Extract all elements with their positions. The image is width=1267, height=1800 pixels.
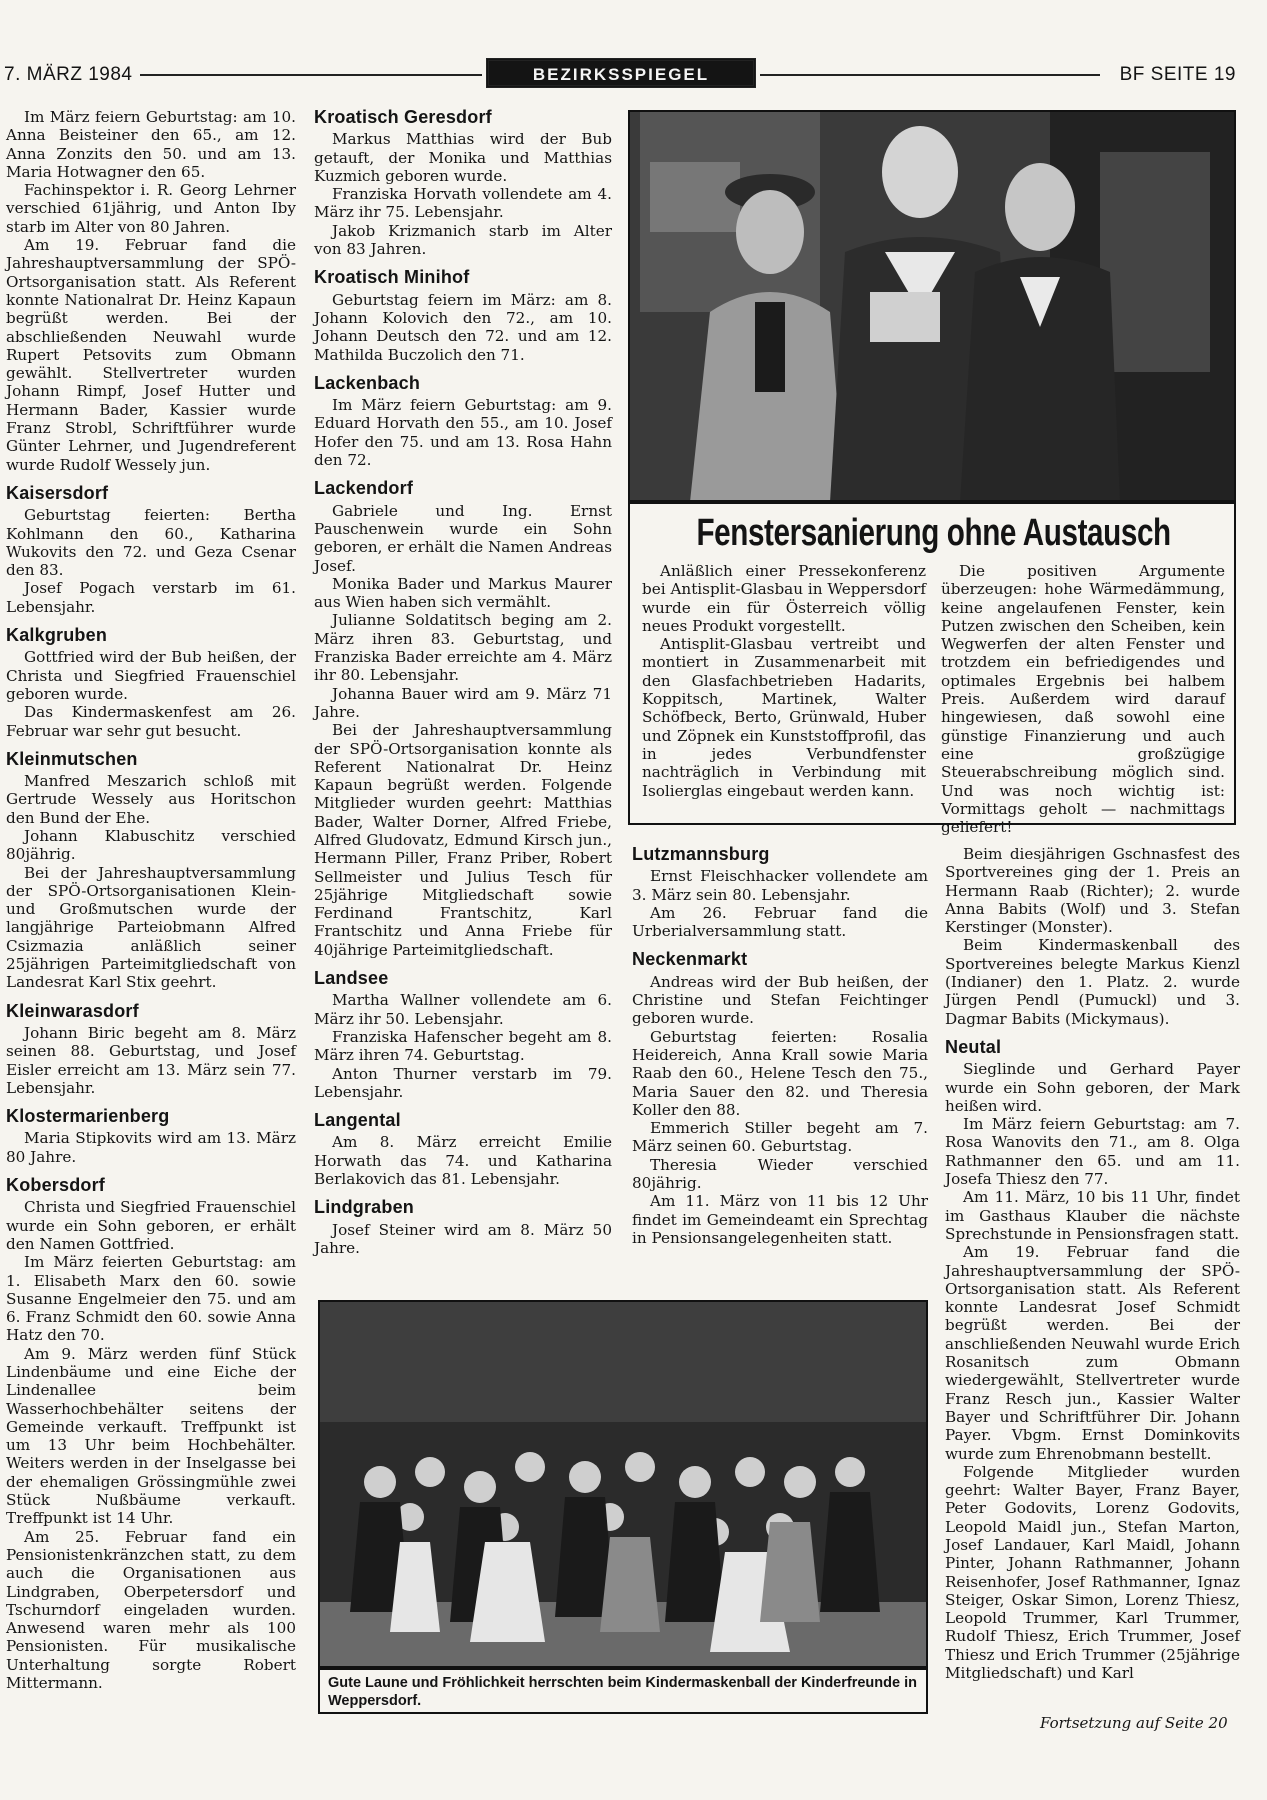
article-paragraph: Geburtstag feiern im März: am 8. Johann Kolovich den 72., am 10. Johann Deutsch den 72. und am 12. Mathilda Buczolich den 71. — [314, 290, 612, 364]
section-heading-lutzmannsburg: Lutzmannsburg — [632, 844, 770, 864]
article-paragraph: Geburtstag feierten: Bertha Kohlmann den 60., Katharina Wukovits den 72. und Geza Csenar den 83. — [6, 506, 296, 580]
article-paragraph: Anton Thurner verstarb im 79. Lebensjahr. — [314, 1064, 612, 1101]
article-paragraph: Am 9. März werden fünf Stück Lindenbäume und eine Eiche der Lindenallee beim Wasserhochbehälter seitens der Gemeinde verkauft. Treffpunkt ist um 13 Uhr beim Hochbehälter. Weiters werden in der Inselgasse bei der ehemaligen Grössingmühle zwei Stück Nußbäume verkauft. Treffpunkt ist 14 Uhr. — [6, 1344, 296, 1528]
section-heading-klostermarienberg: Klostermarienberg — [6, 1106, 170, 1127]
article-paragraph: Beim diesjährigen Gschnasfest des Sportvereines ging der 1. Preis an Hermann Raab (Richter); 2. wurde Anna Babits (Wolf) und 3. Stefan Kerstinger (Monster). — [945, 845, 1240, 937]
header-date: 7. MÄRZ 1984 — [4, 64, 133, 85]
section-heading-kalkgruben: Kalkgruben — [6, 625, 108, 646]
section-heading-neckenmarkt: Neckenmarkt — [632, 949, 748, 970]
feature-column-left — [642, 562, 926, 800]
section-heading-kaisersdorf: Kaisersdorf — [6, 482, 109, 503]
article-paragraph: Christa und Siegfried Frauenschiel wurde ein Sohn geboren, er erhält den Namen Gottfried. — [6, 1198, 296, 1253]
article-paragraph: Fachinspektor i. R. Georg Lehrner verschied 61jährig, und Anton Iby starb im Alter von 80 Jahren. — [6, 181, 296, 236]
article-paragraph: Am 26. Februar fand die Urberialversammlung statt. — [632, 903, 928, 941]
article-paragraph: Am 19. Februar fand die Jahreshauptversammlung der SPÖ-Ortsorganisation statt. Als Referent konnte Landesrat Josef Schmidt begrüßt werden. Bei der anschließenden Neuwahl wurde Erich Rosanitsch zum Obmann wiedergewählt, Stellvertreter wurde Franz Resch jun., Kassier Walter Bayer und Schriftführer Dir. Johann Payer. Vbgm. Ernst Dominkovits wurde zum Ehrenobmann bestellt. — [945, 1243, 1240, 1463]
feature-article-box — [628, 502, 1236, 837]
section-heading-langental: Langental — [314, 1110, 401, 1131]
article-paragraph: Gottfried wird der Bub heißen, der Christa und Siegfried Frauenschiel geboren wurde. — [6, 648, 296, 703]
section-heading-kroatisch-minihof: Kroatisch Minihof — [314, 267, 470, 288]
article-paragraph: Johanna Bauer wird am 9. März 71 Jahre. — [314, 684, 612, 721]
header-rule-right — [760, 74, 1100, 76]
photo-caption: Gute Laune und Fröhlichkeit herrschten beim Kindermaskenball der Kinderfreunde in Weppersdorf. — [328, 1675, 917, 1709]
section-heading-lackenbach: Lackenbach — [314, 372, 421, 393]
article-paragraph: Jakob Krizmanich starb im Alter von 83 Jahren. — [314, 221, 612, 259]
article-paragraph: Am 11. März, 10 bis 11 Uhr, findet im Gasthaus Klauber die nächste Sprechstunde in Pensionsfragen statt. — [945, 1188, 1240, 1243]
article-paragraph: Ernst Fleischhacker vollendete am 3. März sein 80. Lebensjahr. — [632, 867, 928, 904]
column-2 — [314, 108, 612, 1257]
article-paragraph: Anläßlich einer Pressekonferenz bei Antisplit-Glasbau in Weppersdorf wurde ein für Österreich völlig neues Produkt vorgestellt. — [642, 562, 926, 635]
article-paragraph: Maria Stipkovits wird am 13. März 80 Jahre. — [6, 1129, 296, 1166]
article-paragraph: Martha Wallner vollendete am 6. März ihr 50. Lebensjahr. — [314, 991, 612, 1028]
article-paragraph: Im März feiern Geburtstag: am 9. Eduard Horvath den 55., am 10. Josef Hofer den 75. und am 13. Rosa Hahn den 72. — [314, 396, 612, 470]
column-4 — [945, 845, 1240, 1682]
section-heading-landsee: Landsee — [314, 968, 389, 989]
article-paragraph: Am 8. März erreicht Emilie Horwath das 74. und Katharina Berlakovich das 81. Lebensjahr. — [314, 1133, 612, 1189]
article-paragraph: Franziska Horvath vollendete am 4. März ihr 75. Lebensjahr. — [314, 185, 612, 222]
article-paragraph: Die positiven Argumente überzeugen: hohe Wärmedämmung, keine angelaufenen Fenster, kein Putzen zwischen den Scheiben, kein Wegwerfen der alten Fenster und trotzdem ein befriedigendes und optimales Ergebnis bei halbem Preis. Außerdem wird darauf hingewiesen, daß sowohl eine günstige Finanzierung und auch eine großzügige Steuerabschreibung möglich sind. Und was noch wichtig ist: Vormittags geholt — nachmittags geliefert! — [941, 562, 1225, 837]
article-paragraph: Am 25. Februar fand ein Pensionistenkränzchen statt, zu dem auch die Organisationen aus Lindgraben, Oberpetersdorf und Tschurndorf eingeladen wurden. Anwesend waren mehr als 100 Pensionisten. Für musikalische Unterhaltung sorgte Robert Mittermann. — [6, 1527, 296, 1693]
article-paragraph: Am 19. Februar fand die Jahreshauptversammlung der SPÖ-Ortsorganisation statt. Als Referent konnte Nationalrat Dr. Heinz Kapaun begrüßt werden. Bei der abschließenden Neuwahl wurde Rupert Petsovits zum Obmann gewählt. Stellvertreter wurden Johann Rimpf, Josef Hutter und Hermann Bader, Kassier wurde Franz Strobl, Schriftführer wurde Günter Lehrner, und Jugendreferent wurde Rudolf Wessely jun. — [6, 236, 296, 474]
article-paragraph: Das Kindermaskenfest am 26. Februar war sehr gut besucht. — [6, 703, 296, 740]
article-paragraph: Johann Biric begeht am 8. März seinen 88. Geburtstag, und Josef Eisler erreicht am 13. März sein 77. Lebensjahr. — [6, 1023, 296, 1097]
page-header — [0, 60, 1240, 90]
article-paragraph: Julianne Soldatitsch beging am 2. März ihren 83. Geburtstag, und Franziska Bader erreichte am 4. März ihr 80. Lebensjahr. — [314, 611, 612, 685]
header-page-number: BF SEITE 19 — [1119, 64, 1236, 85]
article-paragraph: Emmerich Stiller begeht am 7. März seinen 60. Geburtstag. — [632, 1119, 928, 1156]
article-paragraph: Markus Matthias wird der Bub getauft, der Monika und Matthias Kuzmich geboren wurde. — [314, 130, 612, 185]
article-paragraph: Josef Steiner wird am 8. März 50 Jahre. — [314, 1220, 612, 1257]
article-paragraph: Bei der Jahreshauptversammlung der SPÖ-Ortsorganisationen Klein- und Großmutschen wurde der langjährige Parteiobmann Alfred Csizmazia anläßlich seiner 25jährigen Parteimitgliedschaft von Landesrat Karl Stix geehrt. — [6, 863, 296, 992]
photo-three-men-image — [630, 112, 1234, 500]
article-paragraph: Gabriele und Ing. Ernst Pauschenwein wurde ein Sohn geboren, er erhält die Namen Andreas Josef. — [314, 501, 612, 575]
section-heading-kroatisch-geresdorf: Kroatisch Geresdorf — [314, 107, 492, 127]
feature-column-right — [941, 562, 1225, 836]
article-paragraph: Monika Bader und Markus Maurer aus Wien haben sich vermählt. — [314, 574, 612, 612]
feature-headline: Fenstersanierung ohne Austausch — [696, 512, 1171, 554]
article-paragraph: Franziska Hafenscher begeht am 8. März ihren 74. Geburtstag. — [314, 1027, 612, 1065]
article-paragraph: Manfred Meszarich schloß mit Gertrude Wessely aus Horitschon den Bund der Ehe. — [6, 772, 296, 827]
section-heading-kobersdorf: Kobersdorf — [6, 1175, 106, 1196]
section-heading-kleinwarasdorf: Kleinwarasdorf — [6, 1000, 139, 1021]
continuation-note: Fortsetzung auf Seite 20 — [1040, 1714, 1228, 1732]
article-paragraph: Antisplit-Glasbau vertreibt und montiert in Zusammenarbeit mit den Glasfachbetrieben Hadarits, Koppitsch, Martinek, Walter Schöfbeck, Berto, Grünwald, Huber und Zöpnek ein Kunststoffprofil, das in jedes Verbundfenster nachträglich in Verbindung mit Isolierglas eingebaut werden kann. — [642, 635, 926, 800]
article-paragraph: Im März feierten Geburtstag: am 1. Elisabeth Marx den 60. sowie Susanne Engelmeier den 75. und am 6. Franz Schmidt den 60. sowie Anna Hatz den 70. — [6, 1253, 296, 1345]
article-paragraph: Beim Kindermaskenball des Sportvereines belegte Markus Kienzl (Indianer) den 1. Platz. 2. wurde Jürgen Pendl (Pumuckl) und 3. Dagmar Babits (Mickymaus). — [945, 936, 1240, 1028]
article-paragraph: Folgende Mitglieder wurden geehrt: Walter Bayer, Franz Bayer, Peter Godovits, Lorenz Godovits, Leopold Maidl jun., Stefan Marton, Josef Landauer, Karl Maidl, Johann Pinter, Johann Rathmanner, Johann Reisenhofer, Josef Rathmanner, Ignaz Steiger, Oskar Simon, Lorenz Thiesz, Leopold Trummer, Karl Trummer, Rudolf Thiesz, Erich Trummer, Josef Thiesz und Erich Trummer (25jährige Mitgliedschaft) und Karl — [945, 1462, 1240, 1683]
article-paragraph: Josef Pogach verstarb im 61. Lebensjahr. — [6, 579, 296, 616]
section-heading-kleinmutschen: Kleinmutschen — [6, 748, 138, 769]
column-3 — [632, 845, 928, 1247]
article-paragraph: Sieglinde und Gerhard Payer wurde ein Sohn geboren, der Mark heißen wird. — [945, 1060, 1240, 1115]
column-1 — [6, 108, 296, 1692]
photo-children-image — [320, 1302, 926, 1666]
photo-press-conference — [628, 110, 1236, 502]
header-section-badge: BEZIRKSSPIEGEL — [486, 58, 756, 88]
article-paragraph: Johann Klabuschitz verschied 80jährig. — [6, 826, 296, 864]
article-paragraph: Im März feiern Geburtstag: am 7. Rosa Wanovits den 71., am 8. Olga Rathmanner den 65. und am 11. Josefa Thiesz den 77. — [945, 1115, 1240, 1189]
article-paragraph: Bei der Jahreshauptversammlung der SPÖ-Ortsorganisation konnte als Referent Nationalrat Dr. Heinz Kapaun begrüßt werden. Folgende Mitglieder wurden geehrt: Matthias Bader, Walter Dorner, Alfred Friebe, Alfred Gludovatz, Edmund Kirsch jun., Hermann Piller, Franz Priber, Robert Sellmeister und Julius Tesch für 25jährige Mitgliedschaft sowie Ferdinand Frantschitz, Karl Frantschitz und Anna Friebe für 40jährige Parteimitgliedschaft. — [314, 721, 612, 959]
header-rule-left — [140, 74, 482, 76]
article-paragraph: Andreas wird der Bub heißen, der Christine und Stefan Feichtinger geboren wurde. — [632, 972, 928, 1028]
section-heading-lackendorf: Lackendorf — [314, 478, 414, 499]
article-paragraph: Geburtstag feierten: Rosalia Heidereich, Anna Krall sowie Maria Raab den 60., Helene Tesch den 75., Maria Sauer den 82. und Theresia Koller den 88. — [632, 1027, 928, 1119]
photo-caption-box — [318, 1668, 928, 1714]
section-heading-lindgraben: Lindgraben — [314, 1197, 414, 1218]
article-paragraph: Theresia Wieder verschied 80jährig. — [632, 1155, 928, 1193]
section-heading-neutal: Neutal — [945, 1036, 1002, 1057]
article-paragraph: Im März feiern Geburtstag: am 10. Anna Beisteiner den 65., am 12. Anna Zonzits den 50. und am 13. Maria Hotwagner den 65. — [6, 108, 296, 181]
photo-kindermaskenball — [318, 1300, 928, 1668]
article-paragraph: Am 11. März von 11 bis 12 Uhr findet im Gemeindeamt ein Sprechtag in Pensionsangelegenheiten statt. — [632, 1192, 928, 1247]
